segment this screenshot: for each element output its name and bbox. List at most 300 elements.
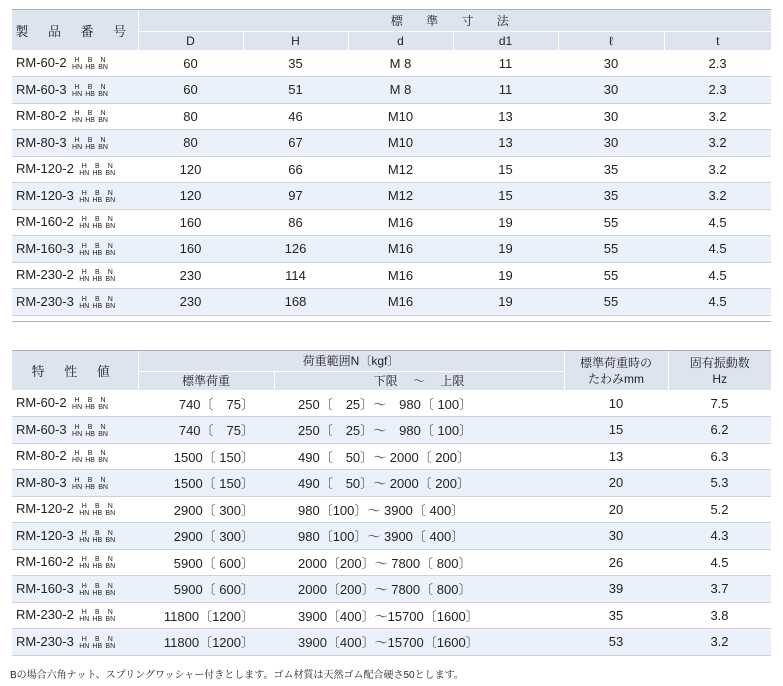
dim-cell-d1: 19	[453, 209, 558, 236]
standard-load-cell: 2900〔 300〕	[138, 523, 274, 550]
suffix-bottom: HN	[72, 63, 83, 71]
deflection-cell: 13	[564, 443, 668, 470]
variant-suffix	[71, 57, 110, 71]
dim-cell-D: 120	[138, 156, 243, 183]
characteristics-table	[12, 351, 771, 656]
frequency-cell: 5.2	[668, 496, 771, 523]
suffix-bottom: HB	[92, 563, 103, 571]
dim-cell-d1: 11	[453, 50, 558, 77]
table-row	[12, 523, 771, 550]
suffix-bottom: HN	[79, 642, 90, 650]
variant-suffix	[78, 636, 117, 650]
suffix-bottom: BN	[105, 616, 116, 624]
dim-column-header: d1	[453, 31, 558, 50]
suffix-top: H	[81, 216, 87, 224]
suffix-top: N	[100, 83, 106, 91]
suffix-bottom: HN	[79, 589, 90, 597]
table-row	[12, 77, 771, 104]
model-cell	[12, 443, 138, 470]
suffix-top: N	[107, 163, 113, 171]
suffix-top: B	[94, 189, 100, 197]
model-cell	[12, 417, 138, 444]
suffix-bottom: BN	[105, 510, 116, 518]
standard-load-cell: 2900〔 300〕	[138, 496, 274, 523]
standard-dimensions-header: 標 準 寸 法	[138, 10, 771, 31]
suffix-top: B	[87, 450, 93, 458]
dim-cell-l: 30	[558, 50, 664, 77]
load-range-cell: 2000〔200〕〜 7800〔 800〕	[274, 576, 564, 603]
deflection-cell: 10	[564, 390, 668, 417]
suffix-top: B	[94, 609, 100, 617]
variant-suffix	[78, 556, 117, 570]
suffix-top: N	[107, 609, 113, 617]
suffix-bottom: HN	[79, 249, 90, 257]
suffix-top: H	[74, 476, 80, 484]
suffix-top: B	[94, 582, 100, 590]
suffix-bottom: BN	[105, 276, 116, 284]
dim-cell-H: 35	[243, 50, 348, 77]
suffix-top: H	[74, 136, 80, 144]
suffix-bottom: BN	[98, 403, 108, 411]
model-cell	[12, 103, 138, 130]
suffix-top: H	[81, 189, 87, 197]
suffix-top: N	[107, 503, 113, 511]
suffix-bottom: HB	[92, 249, 103, 257]
suffix-top: B	[94, 295, 100, 303]
suffix-top: N	[107, 529, 113, 537]
dim-cell-d: M12	[348, 156, 453, 183]
model-cell	[12, 549, 138, 576]
variant-suffix	[78, 190, 117, 204]
suffix-top: B	[94, 269, 100, 277]
table-row	[12, 576, 771, 603]
model-number: RM-230-2	[16, 607, 74, 623]
suffix-top: B	[87, 476, 93, 484]
table-row	[12, 390, 771, 417]
suffix-bottom: BN	[105, 642, 116, 650]
dim-cell-d1: 15	[453, 183, 558, 210]
table-row	[12, 496, 771, 523]
dim-cell-H: 66	[243, 156, 348, 183]
dim-cell-D: 160	[138, 209, 243, 236]
table-row	[12, 209, 771, 236]
deflection-cell: 26	[564, 549, 668, 576]
dim-cell-l: 35	[558, 183, 664, 210]
dim-cell-d: M10	[348, 130, 453, 157]
variant-suffix	[71, 450, 110, 464]
model-cell	[12, 183, 138, 210]
deflection-cell: 20	[564, 470, 668, 497]
variant-suffix	[78, 243, 117, 257]
table-row	[12, 50, 771, 77]
model-number: RM-80-2	[16, 108, 67, 124]
dim-cell-d: M16	[348, 236, 453, 263]
variant-suffix	[78, 163, 117, 177]
model-cell	[12, 236, 138, 263]
dim-cell-d1: 15	[453, 156, 558, 183]
suffix-bottom: HN	[72, 403, 83, 411]
suffix-top: B	[87, 136, 93, 144]
variant-suffix	[71, 424, 110, 438]
suffix-bottom: BN	[98, 483, 108, 491]
model-number: RM-160-3	[16, 580, 74, 596]
mid-rule	[12, 321, 771, 322]
suffix-bottom: BN	[105, 302, 116, 310]
dim-cell-l: 55	[558, 236, 664, 263]
product-number-header: 製 品 番 号	[12, 10, 138, 50]
dim-cell-D: 80	[138, 103, 243, 130]
suffix-top: H	[74, 56, 80, 64]
dim-cell-d: M16	[348, 209, 453, 236]
frequency-cell: 5.3	[668, 470, 771, 497]
frequency-cell: 4.5	[668, 549, 771, 576]
model-number: RM-60-2	[16, 55, 67, 71]
dim-cell-t: 3.2	[664, 156, 771, 183]
suffix-bottom: BN	[98, 143, 108, 151]
model-number: RM-120-3	[16, 527, 74, 543]
suffix-top: B	[87, 83, 93, 91]
model-number: RM-230-2	[16, 267, 74, 283]
dim-cell-d: M 8	[348, 50, 453, 77]
deflection-cell: 30	[564, 523, 668, 550]
suffix-bottom: HN	[79, 563, 90, 571]
dim-cell-d1: 13	[453, 130, 558, 157]
suffix-top: H	[81, 529, 87, 537]
suffix-bottom: HN	[79, 170, 90, 178]
deflection-cell: 15	[564, 417, 668, 444]
dim-column-header: D	[138, 31, 243, 50]
dim-cell-l: 30	[558, 130, 664, 157]
suffix-bottom: HN	[72, 483, 83, 491]
dim-cell-t: 4.5	[664, 236, 771, 263]
dim-cell-D: 120	[138, 183, 243, 210]
suffix-bottom: HB	[85, 483, 95, 491]
deflection-cell: 53	[564, 629, 668, 656]
suffix-top: N	[100, 450, 106, 458]
suffix-top: H	[81, 163, 87, 171]
frequency-cell: 3.7	[668, 576, 771, 603]
load-range-header: 荷重範囲N〔kgf〕	[138, 351, 564, 371]
suffix-bottom: HB	[85, 63, 95, 71]
dim-cell-l: 30	[558, 77, 664, 104]
dim-cell-H: 97	[243, 183, 348, 210]
load-range-cell: 490〔 50〕〜 2000〔 200〕	[274, 443, 564, 470]
dim-cell-H: 67	[243, 130, 348, 157]
model-number: RM-80-3	[16, 474, 67, 490]
suffix-bottom: HB	[85, 143, 95, 151]
model-number: RM-230-3	[16, 293, 74, 309]
table-row	[12, 236, 771, 263]
dim-cell-t: 3.2	[664, 103, 771, 130]
dim-cell-D: 160	[138, 236, 243, 263]
suffix-top: B	[94, 529, 100, 537]
suffix-top: B	[87, 423, 93, 431]
dim-cell-D: 230	[138, 262, 243, 289]
frequency-cell: 6.2	[668, 417, 771, 444]
dim-cell-d1: 19	[453, 262, 558, 289]
variant-suffix	[71, 110, 110, 124]
suffix-bottom: HN	[72, 90, 83, 98]
model-number: RM-120-2	[16, 501, 74, 517]
dimensions-table	[12, 10, 771, 316]
dim-cell-d1: 13	[453, 103, 558, 130]
suffix-top: B	[94, 242, 100, 250]
suffix-top: B	[94, 556, 100, 564]
table-row	[12, 549, 771, 576]
dim-cell-H: 86	[243, 209, 348, 236]
frequency-cell: 6.3	[668, 443, 771, 470]
suffix-bottom: HN	[72, 117, 83, 125]
dim-cell-l: 30	[558, 103, 664, 130]
frequency-header-text: 固有振動数 Hz	[689, 355, 750, 386]
variant-suffix	[78, 269, 117, 283]
variant-suffix	[71, 84, 110, 98]
suffix-top: H	[74, 450, 80, 458]
model-cell	[12, 289, 138, 316]
suffix-top: N	[100, 110, 106, 118]
suffix-top: H	[74, 423, 80, 431]
suffix-top: N	[100, 136, 106, 144]
suffix-bottom: HN	[72, 143, 83, 151]
suffix-bottom: HB	[92, 616, 103, 624]
dim-cell-t: 4.5	[664, 262, 771, 289]
suffix-bottom: BN	[105, 589, 116, 597]
dim-cell-H: 51	[243, 77, 348, 104]
model-cell	[12, 50, 138, 77]
suffix-bottom: BN	[98, 63, 108, 71]
suffix-top: H	[81, 269, 87, 277]
dim-cell-l: 55	[558, 289, 664, 316]
suffix-top: N	[100, 423, 106, 431]
footnote: Bの場合六角ナット、スプリングワッシャー付きとします。ゴム材質は天然ゴム配合硬さ50とします。	[10, 670, 464, 681]
dim-cell-l: 55	[558, 209, 664, 236]
load-range-cell: 980〔100〕〜 3900〔 400〕	[274, 496, 564, 523]
table-row	[12, 602, 771, 629]
dim-column-header: H	[243, 31, 348, 50]
frequency-cell: 7.5	[668, 390, 771, 417]
table-row	[12, 629, 771, 656]
model-number: RM-120-3	[16, 187, 74, 203]
suffix-top: H	[81, 635, 87, 643]
model-number: RM-60-3	[16, 421, 67, 437]
suffix-bottom: BN	[98, 457, 108, 465]
load-range-cell: 980〔100〕〜 3900〔 400〕	[274, 523, 564, 550]
model-cell	[12, 262, 138, 289]
suffix-top: N	[107, 556, 113, 564]
model-cell	[12, 496, 138, 523]
variant-suffix	[71, 397, 110, 411]
dim-cell-H: 126	[243, 236, 348, 263]
suffix-top: B	[94, 216, 100, 224]
suffix-top: N	[107, 216, 113, 224]
standard-load-cell: 11800〔1200〕	[138, 629, 274, 656]
frequency-cell: 3.2	[668, 629, 771, 656]
suffix-top: N	[107, 582, 113, 590]
load-range-cell: 3900〔400〕〜15700〔1600〕	[274, 629, 564, 656]
suffix-bottom: BN	[105, 563, 116, 571]
suffix-bottom: HB	[85, 90, 95, 98]
load-range-cell: 3900〔400〕〜15700〔1600〕	[274, 602, 564, 629]
table-row	[12, 130, 771, 157]
model-cell	[12, 130, 138, 157]
suffix-bottom: HB	[92, 642, 103, 650]
suffix-bottom: BN	[98, 90, 108, 98]
suffix-top: B	[94, 163, 100, 171]
suffix-bottom: HN	[79, 196, 90, 204]
suffix-bottom: HB	[85, 457, 95, 465]
model-cell	[12, 77, 138, 104]
suffix-top: N	[107, 242, 113, 250]
model-cell	[12, 576, 138, 603]
suffix-bottom: BN	[105, 196, 116, 204]
model-cell	[12, 602, 138, 629]
model-cell	[12, 523, 138, 550]
suffix-top: N	[107, 295, 113, 303]
suffix-bottom: HB	[85, 430, 95, 438]
suffix-top: B	[87, 396, 93, 404]
model-number: RM-230-3	[16, 633, 74, 649]
variant-suffix	[78, 503, 117, 517]
dim-cell-t: 3.2	[664, 130, 771, 157]
dim-cell-D: 80	[138, 130, 243, 157]
dim-cell-l: 55	[558, 262, 664, 289]
suffix-bottom: HN	[79, 536, 90, 544]
model-number: RM-160-2	[16, 554, 74, 570]
dim-cell-d1: 19	[453, 236, 558, 263]
suffix-bottom: BN	[105, 249, 116, 257]
dim-cell-D: 60	[138, 50, 243, 77]
suffix-top: B	[87, 110, 93, 118]
suffix-bottom: BN	[105, 536, 116, 544]
suffix-bottom: HN	[72, 457, 83, 465]
deflection-cell: 35	[564, 602, 668, 629]
dim-cell-d: M 8	[348, 77, 453, 104]
standard-load-cell: 1500〔 150〕	[138, 443, 274, 470]
dim-cell-t: 2.3	[664, 77, 771, 104]
dim-column-header: d	[348, 31, 453, 50]
dim-cell-d1: 19	[453, 289, 558, 316]
model-number: RM-160-2	[16, 214, 74, 230]
dim-cell-H: 46	[243, 103, 348, 130]
dim-cell-D: 230	[138, 289, 243, 316]
load-range-cell: 490〔 50〕〜 2000〔 200〕	[274, 470, 564, 497]
variant-suffix	[78, 609, 117, 623]
suffix-bottom: BN	[105, 170, 116, 178]
suffix-bottom: HB	[92, 196, 103, 204]
suffix-top: N	[100, 56, 106, 64]
suffix-top: H	[74, 396, 80, 404]
deflection-header	[564, 351, 668, 390]
suffix-top: B	[87, 56, 93, 64]
suffix-top: H	[81, 503, 87, 511]
suffix-bottom: HB	[85, 117, 95, 125]
suffix-bottom: HN	[79, 510, 90, 518]
model-number: RM-160-3	[16, 240, 74, 256]
dim-column-header: ℓ	[558, 31, 664, 50]
suffix-bottom: HB	[92, 589, 103, 597]
suffix-bottom: HB	[92, 170, 103, 178]
suffix-bottom: BN	[98, 430, 108, 438]
frequency-header	[668, 351, 771, 390]
suffix-top: N	[100, 396, 106, 404]
suffix-top: H	[81, 609, 87, 617]
dim-cell-d: M16	[348, 262, 453, 289]
suffix-bottom: HB	[92, 276, 103, 284]
lower-upper-header: 下限 〜 上限	[274, 371, 564, 390]
suffix-bottom: HN	[79, 302, 90, 310]
suffix-top: N	[107, 635, 113, 643]
suffix-top: H	[81, 242, 87, 250]
deflection-header-text: 標準荷重時の たわみmm	[579, 355, 652, 386]
dim-cell-H: 114	[243, 262, 348, 289]
standard-load-cell: 740〔 75〕	[138, 390, 274, 417]
table-row	[12, 417, 771, 444]
suffix-bottom: HN	[72, 430, 83, 438]
model-cell	[12, 209, 138, 236]
variant-suffix	[78, 583, 117, 597]
deflection-cell: 39	[564, 576, 668, 603]
variant-suffix	[78, 216, 117, 230]
model-cell	[12, 629, 138, 656]
suffix-top: N	[100, 476, 106, 484]
dim-column-header: t	[664, 31, 771, 50]
model-number: RM-60-3	[16, 81, 67, 97]
suffix-bottom: HN	[79, 276, 90, 284]
model-cell	[12, 470, 138, 497]
dim-cell-d: M16	[348, 289, 453, 316]
dim-cell-d: M12	[348, 183, 453, 210]
table-row	[12, 262, 771, 289]
suffix-top: H	[81, 556, 87, 564]
table-row	[12, 183, 771, 210]
table-row	[12, 289, 771, 316]
standard-load-cell: 11800〔1200〕	[138, 602, 274, 629]
model-number: RM-80-3	[16, 134, 67, 150]
suffix-bottom: HN	[79, 616, 90, 624]
dim-cell-t: 2.3	[664, 50, 771, 77]
suffix-bottom: HN	[79, 223, 90, 231]
characteristics-header: 特 性 値	[12, 351, 138, 390]
standard-load-cell: 5900〔 600〕	[138, 549, 274, 576]
suffix-top: N	[107, 189, 113, 197]
model-number: RM-120-2	[16, 161, 74, 177]
dim-cell-t: 4.5	[664, 209, 771, 236]
suffix-bottom: HB	[92, 536, 103, 544]
frequency-cell: 3.8	[668, 602, 771, 629]
suffix-bottom: HB	[85, 403, 95, 411]
standard-load-cell: 5900〔 600〕	[138, 576, 274, 603]
model-number: RM-80-2	[16, 448, 67, 464]
standard-load-cell: 1500〔 150〕	[138, 470, 274, 497]
dim-cell-H: 168	[243, 289, 348, 316]
standard-load-header: 標準荷重	[138, 371, 274, 390]
table-row	[12, 470, 771, 497]
variant-suffix	[78, 296, 117, 310]
dim-cell-D: 60	[138, 77, 243, 104]
frequency-cell: 4.3	[668, 523, 771, 550]
dim-cell-l: 35	[558, 156, 664, 183]
dim-cell-d1: 11	[453, 77, 558, 104]
suffix-top: B	[94, 635, 100, 643]
model-cell	[12, 156, 138, 183]
variant-suffix	[78, 530, 117, 544]
suffix-bottom: HB	[92, 223, 103, 231]
dim-cell-t: 3.2	[664, 183, 771, 210]
dim-cell-d: M10	[348, 103, 453, 130]
deflection-cell: 20	[564, 496, 668, 523]
variant-suffix	[71, 137, 110, 151]
suffix-top: H	[81, 295, 87, 303]
